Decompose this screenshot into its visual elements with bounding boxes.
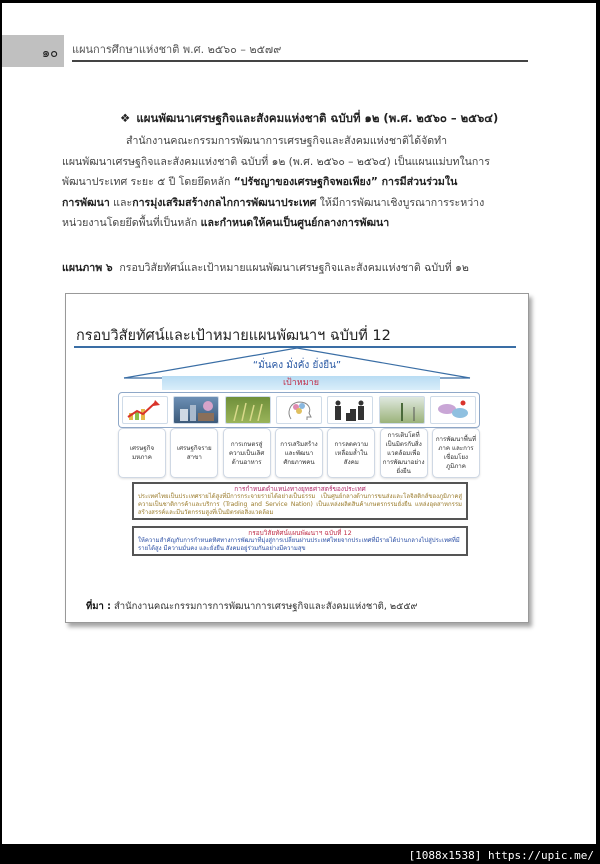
goal-card: การเสริมสร้างและพัฒนาศักยภาพคน [275, 428, 323, 478]
strategic-position-heading: การกำหนดตำแหน่งทางยุทธศาสตร์ของประเทศ [234, 485, 366, 493]
paragraph-text: และ [109, 196, 133, 209]
strategic-position-body: ประเทศไทยเป็นประเทศรายได้สูงที่มีการกระจายรายได้อย่างเป็นธรรม เป็นศูนย์กลางด้านการขนส่งและโลจิสติกส์ของภูมิภาคสู่ความเป็นชาติการค้าและบริการ (Trading and Service Nation) เป็นแหล่งผลิตสินค้าเกษตรกรรมยั่งยืน แหล่งอุตสาหกรรมสร้างสรรค์และมีนวัตกรรมสูงที่เป็นมิตรต่อสิ่งแวดล้อม [138, 493, 462, 516]
body-paragraph [62, 131, 532, 234]
paragraph-bold-text: และกำหนดให้คนเป็นศูนย์กลางการพัฒนา [200, 217, 390, 229]
paragraph-text: พัฒนาประเทศ ระยะ ๕ ปี โดยยึดหลัก [62, 176, 234, 188]
running-header-title: แผนการศึกษาแห่งชาติ พ.ศ. ๒๕๖๐ – ๒๕๗๙ [72, 43, 282, 56]
paragraph-line [62, 213, 532, 234]
figure-title: กรอบวิสัยทัศน์และเป้าหมายแผนพัฒนาฯ ฉบับที่ 12 [76, 328, 391, 344]
page-number: ๑๐ [41, 46, 58, 61]
paragraph-bold-text: การมุ่งเสริมสร้างกลไกการพัฒนาประเทศ [132, 196, 317, 209]
figure-source [86, 599, 418, 614]
watermark-text: [1088x1538] https://upic.me/ [408, 849, 594, 862]
vision-framework-figure [65, 293, 529, 623]
paragraph-bold-text: “ปรัชญาของเศรษฐกิจพอเพียง” การมีส่วนร่วมใน [233, 176, 458, 188]
goal-card-row [118, 428, 480, 478]
city-icon [173, 396, 219, 424]
vision-heading: กรอบวิสัยทัศน์แผนพัฒนาฯ ฉบับที่ 12 [248, 529, 352, 537]
paragraph-text: หน่วยงานโดยยึดพื้นที่เป็นหลัก [62, 217, 201, 229]
goal-card: การพัฒนาพื้นที่ ภาค และการเชื่อมโยงภูมิภาค [432, 428, 480, 478]
rice-field-icon [225, 396, 271, 424]
document-page [2, 3, 596, 844]
goal-card: การลดความเหลื่อมล้ำในสังคม [327, 428, 375, 478]
paragraph-text: ให้มีการพัฒนาเชิงบูรณาการระหว่าง [316, 196, 485, 209]
paragraph-line [62, 193, 532, 214]
goal-card: เศรษฐกิจรายสาขา [170, 428, 218, 478]
goal-icon-row [118, 392, 480, 428]
figure-caption-text: กรอบวิสัยทัศน์และเป้าหมายแผนพัฒนาเศรษฐกิจและสังคมแห่งชาติ ฉบับที่ ๑๒ [119, 262, 469, 274]
goal-card: การเติบโตที่เป็นมิตรกับสิ่งแวดล้อมเพื่อการพัฒนาอย่างยั่งยืน [380, 428, 428, 478]
goal-band: เป้าหมาย [162, 376, 440, 390]
brain-head-icon [276, 396, 322, 424]
growth-chart-icon [122, 396, 168, 424]
regional-map-icon [430, 396, 476, 424]
source-text: สำนักงานคณะกรรมการการพัฒนาการเศรษฐกิจและสังคมแห่งชาติ, ๒๕๕๙ [114, 601, 418, 612]
figure-label: แผนภาพ ๖ [62, 262, 113, 274]
source-label: ที่มา : [86, 601, 111, 612]
vision-body: ให้ความสำคัญกับการกำหนดทิศทางการพัฒนาที่มุ่งสู่การเปลี่ยนผ่านประเทศไทยจากประเทศที่มีรายได้ปานกลางไปสู่ประเทศที่มีรายได้สูง มีความมั่นคง และยั่งยืน สังคมอยู่ร่วมกันอย่างมีความสุข [138, 537, 460, 552]
goal-card: การเกษตรสู่ความเป็นเลิศด้านอาหาร [223, 428, 271, 478]
motto-text: “มั่นคง มั่งคั่ง ยั่งยืน” [252, 360, 342, 371]
paragraph-bold-text: การพัฒนา [62, 196, 110, 209]
people-inequality-icon [327, 396, 373, 424]
page-number-tab [2, 35, 64, 67]
figure-caption [62, 259, 469, 276]
header-rule [72, 60, 528, 62]
goal-card: เศรษฐกิจมหภาค [118, 428, 166, 478]
paragraph-line: สำนักงานคณะกรรมการพัฒนาการเศรษฐกิจและสังคมแห่งชาติได้จัดทำ [126, 135, 448, 147]
paragraph-line [62, 172, 532, 193]
paragraph-line: แผนพัฒนาเศรษฐกิจและสังคมแห่งชาติ ฉบับที่ ๑๒ (พ.ศ. ๒๕๖๐ – ๒๕๖๔) เป็นแผนแม่บทในการ [62, 155, 490, 168]
wind-turbine-icon [379, 396, 425, 424]
strategic-position-box [132, 482, 468, 520]
section-heading [120, 110, 498, 128]
diamond-bullet-icon: ❖ [120, 111, 131, 125]
section-heading-text: แผนพัฒนาเศรษฐกิจและสังคมแห่งชาติ ฉบับที่ ๑๒ (พ.ศ. ๒๕๖๐ – ๒๕๖๔) [136, 111, 499, 125]
vision-box [132, 526, 468, 556]
